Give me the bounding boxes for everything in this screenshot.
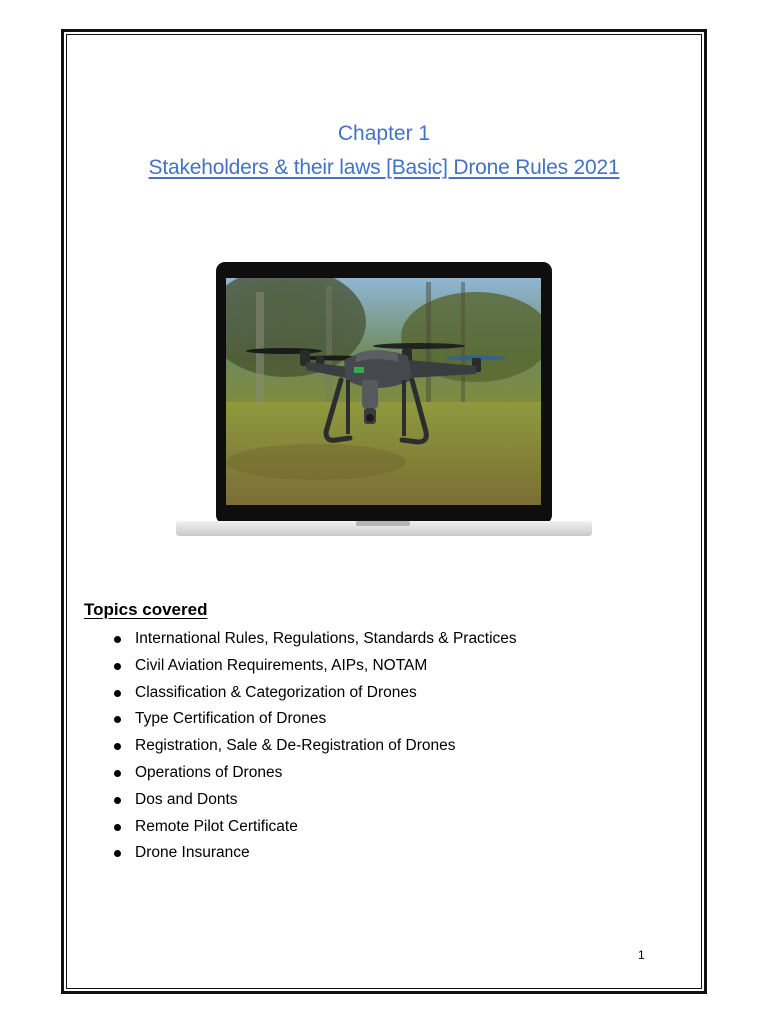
list-item-text: Type Certification of Drones (135, 710, 327, 728)
list-item (110, 787, 517, 814)
list-item (110, 680, 517, 707)
list-item-text: Registration, Sale & De-Registration of Drones (135, 737, 456, 755)
list-item (110, 760, 517, 787)
list-item-text: Drone Insurance (135, 844, 250, 862)
bullet-icon (114, 690, 121, 697)
list-item (110, 840, 517, 867)
bullet-icon (114, 716, 121, 723)
laptop-drone-image (176, 262, 592, 538)
list-item (110, 653, 517, 680)
page-number: 1 (638, 948, 645, 962)
laptop-notch (356, 521, 410, 526)
list-item-text: Remote Pilot Certificate (135, 817, 298, 835)
drone-photo (206, 267, 551, 505)
bullet-icon (114, 743, 121, 750)
topics-heading: Topics covered (84, 600, 208, 619)
bullet-icon (114, 824, 121, 831)
list-item (110, 706, 517, 733)
bullet-icon (114, 663, 121, 670)
list-item-text: Operations of Drones (135, 763, 283, 781)
list-item-text: Civil Aviation Requirements, AIPs, NOTAM (135, 656, 428, 674)
list-item-text: Classification & Categorization of Drones (135, 683, 417, 701)
chapter-title: Chapter 1 (337, 122, 431, 145)
chapter-subtitle: Stakeholders & their laws [Basic] Drone Rules 2021 (148, 156, 620, 179)
bullet-icon (114, 636, 121, 643)
topics-list (110, 626, 517, 867)
bullet-icon (114, 850, 121, 857)
list-item (110, 814, 517, 841)
list-item (110, 626, 517, 653)
bullet-icon (114, 797, 121, 804)
list-item-text: International Rules, Regulations, Standards & Practices (135, 630, 517, 647)
list-item-text: Dos and Donts (135, 790, 238, 808)
list-item (110, 733, 517, 760)
bullet-icon (114, 770, 121, 777)
